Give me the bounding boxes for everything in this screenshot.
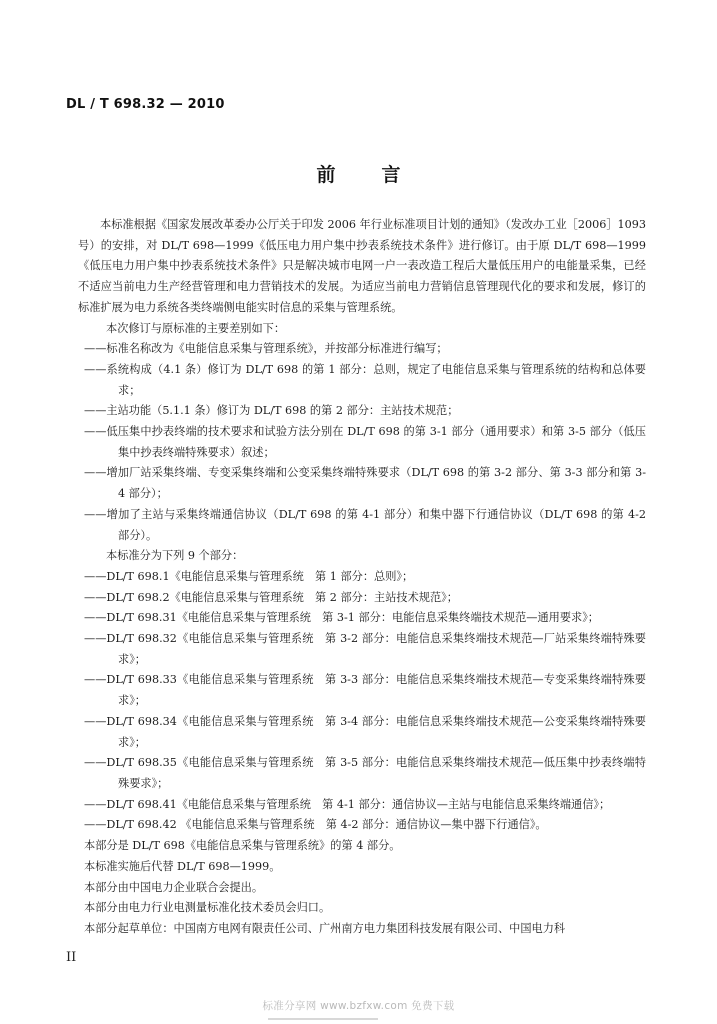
- parts-intro: 本标准分为下列 9 个部分：: [106, 549, 244, 563]
- page-title: 前言: [316, 164, 447, 186]
- part-item: ——DL/T 698.1《电能信息采集与管理系统 第 1 部分：总则》；: [84, 569, 414, 583]
- document-number: DL / T 698.32 — 2010: [66, 97, 225, 112]
- change-item: ——低压集中抄表终端的技术要求和试验方法分别在 DL/T 698 的第 3-1 部分（通用要求）和第 3-5 部分（低压集中抄表终端特殊要求）叙述；: [84, 425, 646, 459]
- closing-line: 本部分由中国电力企业联合会提出。: [84, 880, 264, 894]
- scan-artifact-line: [268, 1018, 378, 1020]
- part-item: ——DL/T 698.32《电能信息采集与管理系统 第 3-2 部分：电能信息采集终端技术规范—厂站采集终端特殊要求》；: [84, 632, 646, 666]
- part-item: ——DL/T 698.35《电能信息采集与管理系统 第 3-5 部分：电能信息采集终端技术规范—低压集中抄表终端特殊要求》；: [84, 756, 646, 790]
- part-item: ——DL/T 698.34《电能信息采集与管理系统 第 3-4 部分：电能信息采集终端技术规范—公变采集终端特殊要求》；: [84, 714, 646, 749]
- change-item: ——主站功能（5.1.1 条）修订为 DL/T 698 的第 2 部分：主站技术规范；: [84, 404, 459, 418]
- changes-list: [84, 339, 646, 546]
- closing-line: 本部分是 DL/T 698《电能信息采集与管理系统》的第 4 部分。: [84, 839, 401, 853]
- changes-intro: 本次修订与原标准的主要差别如下：: [106, 321, 286, 335]
- watermark-text: 标准分享网 www.bzfxw.com 免费下载: [262, 1000, 455, 1012]
- part-item: ——DL/T 698.42 《电能信息采集与管理系统 第 4-2 部分：通信协议—集中器下行通信》。: [84, 818, 547, 832]
- change-item: ——系统构成（4.1 条）修订为 DL/T 698 的第 1 部分：总则，规定了电能信息采集与管理系统的结构和总体要求；: [84, 362, 646, 397]
- parts-list: [84, 567, 646, 836]
- closing-line: 本标准实施后代替 DL/T 698—1999。: [84, 859, 281, 873]
- foreword-body: [78, 215, 646, 940]
- closing-line: 本部分起草单位：中国南方电网有限责任公司、广州南方电力集团科技发展有限公司、中国电力科: [84, 921, 566, 935]
- part-item: ——DL/T 698.2《电能信息采集与管理系统 第 2 部分：主站技术规范》；: [84, 590, 458, 604]
- change-item: ——增加了主站与采集终端通信协议（DL/T 698 的第 4-1 部分）和集中器下行通信协议（DL/T 698 的第 4-2 部分）。: [84, 507, 646, 542]
- part-item: ——DL/T 698.41《电能信息采集与管理系统 第 4-1 部分：通信协议—主站与电能信息采集终端通信》；: [84, 797, 611, 811]
- part-item: ——DL/T 698.31《电能信息采集与管理系统 第 3-1 部分：电能信息采集终端技术规范—通用要求》；: [84, 611, 599, 625]
- change-item: ——增加厂站采集终端、专变采集终端和公变采集终端特殊要求（DL/T 698 的第 3-2 部分、第 3-3 部分和第 3-4 部分）；: [84, 466, 646, 501]
- part-item: ——DL/T 698.33《电能信息采集与管理系统 第 3-3 部分：电能信息采集终端技术规范—专变采集终端特殊要求》；: [84, 673, 646, 708]
- change-item: ——标准名称改为《电能信息采集与管理系统》，并按部分标准进行编写；: [84, 342, 448, 356]
- intro-paragraph: 本标准根据《国家发展改革委办公厅关于印发 2006 年行业标准项目计划的通知》（发改办工业［2006］1093 号）的安排，对 DL/T 698—1999《低压电力用户集中抄表系统技术条件》进行修订。由于原 DL/T 698—1999《低压电力用户集中抄表系统技术条件》只是解决城市电网一户一表改造工程后大量低压用户的电能量采集，已经不适应当前电力生产经营管理和电力营销技术的发展。为适应当前电力营销信息管理现代化的要求和发展，修订的标准扩展为电力系统各类终端侧电能实时信息的采集与管理系统。: [78, 218, 646, 314]
- page-number: II: [66, 950, 77, 965]
- closing-line: 本部分由电力行业电测量标准化技术委员会归口。: [84, 901, 331, 915]
